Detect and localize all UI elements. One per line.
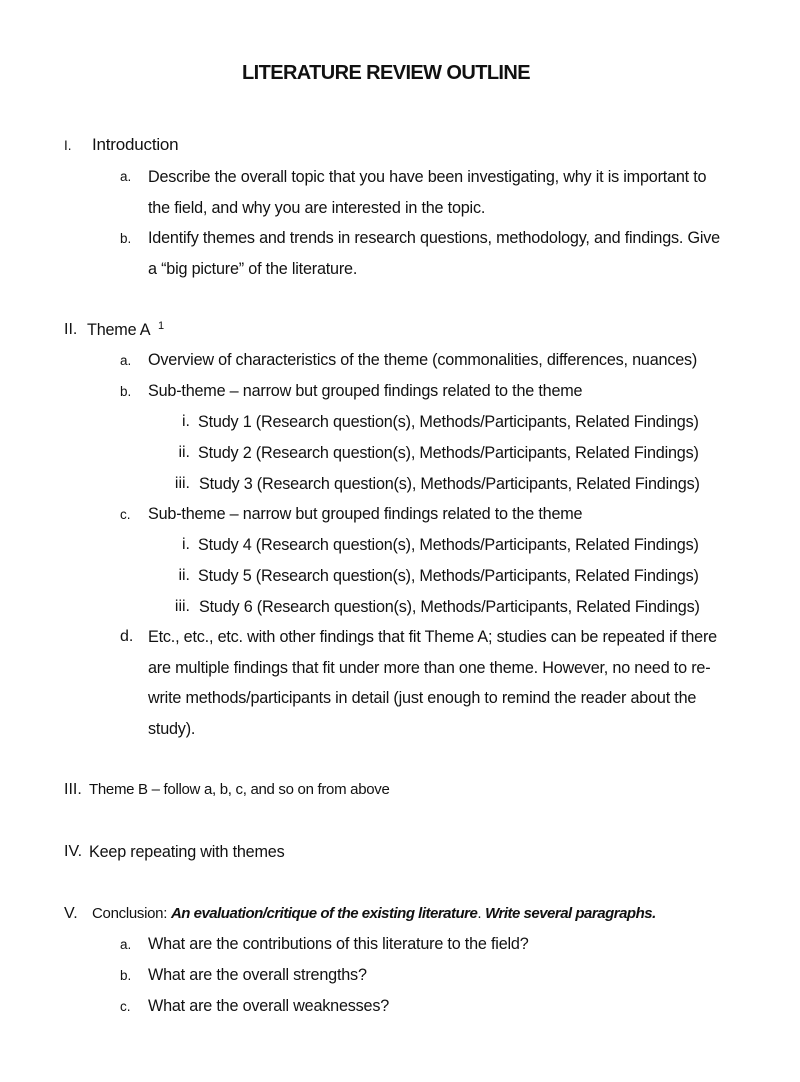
theme-a-marker-d: d. [120,628,134,645]
conclusion-marker-a: a. [120,937,132,952]
intro-item-a-line1: Describe the overall topic that you have been investigating, why it is important to [148,168,707,186]
theme-a-item-c: Sub-theme – narrow but grouped findings related to the theme [148,505,583,523]
study-3-marker: iii. [174,475,190,492]
conclusion-emphasis-1: An evaluation/critique of the existing literature [170,905,478,922]
section-heading-conclusion [92,904,656,924]
intro-marker-a: a. [120,169,132,184]
study-6-marker: iii. [174,598,190,615]
theme-a-item-b: Sub-theme – narrow but grouped findings related to the theme [148,382,583,400]
conclusion-emphasis-2: Write several paragraphs. [485,905,656,922]
study-4-marker: i. [182,536,190,553]
study-1: Study 1 (Research question(s), Methods/Participants, Related Findings) [198,413,699,431]
study-2-marker: ii. [178,444,190,461]
conclusion-period: . [477,905,482,922]
intro-item-a-line2: the field, and why you are interested in the topic. [148,199,486,217]
section-numeral-1: I. [64,138,72,153]
study-4: Study 4 (Research question(s), Methods/Participants, Related Findings) [198,536,699,554]
footnote-marker: 1 [158,320,165,332]
section-heading-repeat: Keep repeating with themes [89,843,285,861]
section-numeral-3: III. [64,781,82,798]
section-numeral-5: V. [64,905,78,922]
section-heading-theme-a: Theme A [87,321,151,339]
section-numeral-4: IV. [64,843,83,860]
study-5-marker: ii. [178,567,190,584]
conclusion-marker-c: c. [120,999,131,1014]
theme-a-item-d-line1: Etc., etc., etc. with other findings that fit Theme A; studies can be repeated if there [148,628,717,646]
section-heading-introduction: Introduction [92,135,179,154]
study-5: Study 5 (Research question(s), Methods/Participants, Related Findings) [198,567,699,585]
intro-marker-b: b. [120,231,132,246]
study-3: Study 3 (Research question(s), Methods/Participants, Related Findings) [199,475,700,493]
theme-a-item-d-line3: write methods/participants in detail (just enough to remind the reader about the [148,689,697,707]
intro-item-b-line2: a “big picture” of the literature. [148,260,358,278]
theme-a-item-a: Overview of characteristics of the theme (commonalities, differences, nuances) [148,351,698,369]
section-numeral-2: II. [64,321,78,338]
theme-a-marker-a: a. [120,353,132,368]
study-1-marker: i. [182,413,190,430]
document-title: LITERATURE REVIEW OUTLINE [242,62,530,84]
study-2: Study 2 (Research question(s), Methods/Participants, Related Findings) [198,444,699,462]
theme-a-item-d-line2: are multiple findings that fit under more than one theme. However, no need to re- [148,659,711,677]
conclusion-label: Conclusion: [92,905,168,922]
conclusion-item-b: What are the overall strengths? [148,966,367,984]
theme-a-item-d-line4: study). [148,720,196,738]
study-6: Study 6 (Research question(s), Methods/Participants, Related Findings) [199,598,700,616]
conclusion-item-c: What are the overall weaknesses? [148,997,390,1015]
intro-item-b-line1: Identify themes and trends in research questions, methodology, and findings. Give [148,229,720,247]
conclusion-item-a: What are the contributions of this literature to the field? [148,935,529,953]
theme-a-marker-b: b. [120,384,132,399]
conclusion-marker-b: b. [120,968,132,983]
theme-a-marker-c: c. [120,507,131,522]
section-heading-theme-b: Theme B – follow a, b, c, and so on from above [89,781,390,798]
